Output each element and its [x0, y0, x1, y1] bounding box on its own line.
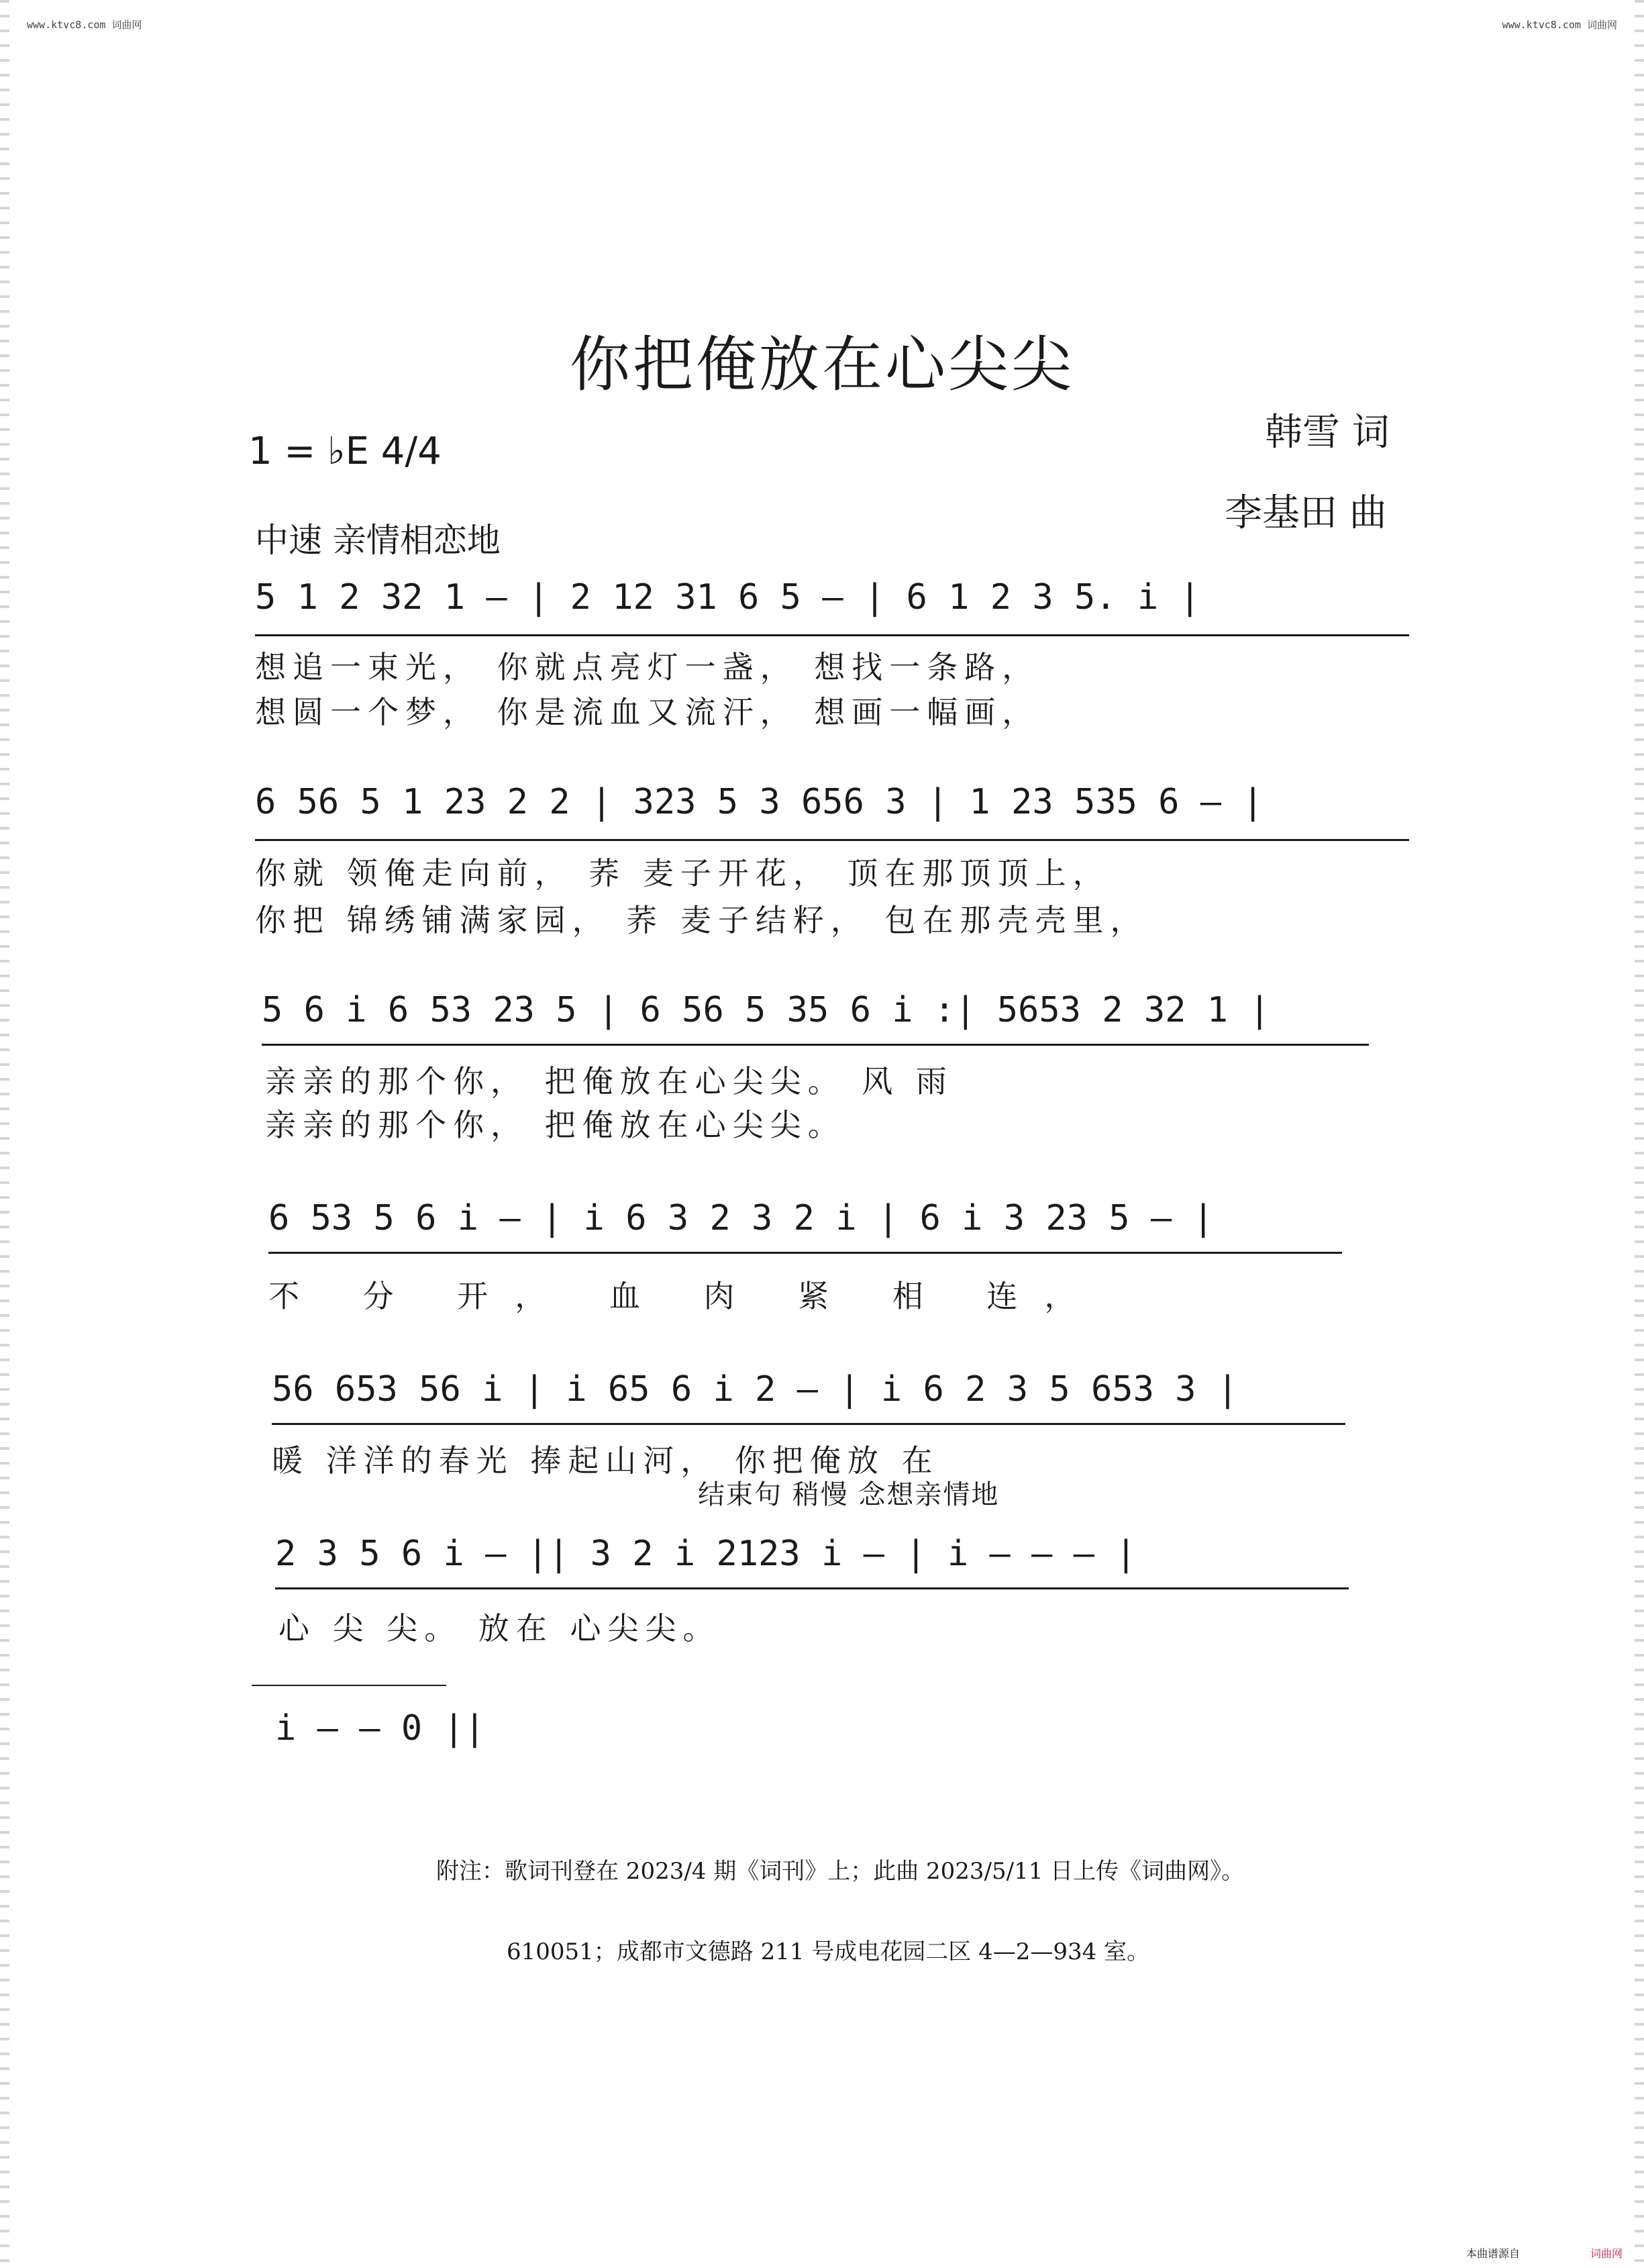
notation-line-4: 6 53 5 6 i — | i 6 3 2 3 2 i | 6 i 3 23 5 — | [268, 1198, 1214, 1238]
lyric-line-3-verse-2: 亲亲的那个你， 把俺放在心尖尖。 [265, 1107, 845, 1143]
lyric-line-1-verse-1: 想追一束光， 你就点亮灯一盏， 想找一条路， [255, 649, 1040, 685]
beam-line [275, 1587, 1349, 1589]
notation-line-5: 56 653 56 i | i 65 6 i 2 — | i 6 2 3 5 653 3 | [272, 1369, 1239, 1410]
key-signature: 1 = ♭E 4/4 [248, 430, 442, 473]
lyric-line-2-verse-1: 你就 领俺走向前， 荞 麦子开花， 顶在那顶顶上， [255, 855, 1111, 891]
notation-line-1: 5 1 2 32 1 — | 2 12 31 6 5 — | 6 1 2 3 5. i | [255, 577, 1200, 618]
lyric-line-6: 心 尖 尖。 放在 心尖尖。 [278, 1610, 721, 1646]
beam-line [262, 1044, 1369, 1046]
beam-line [268, 1252, 1342, 1254]
lyricist-credit: 韩雪 词 [1265, 411, 1390, 454]
watermark-top-right: www.ktvc8.com 词曲网 [1502, 19, 1617, 31]
source-brand: 词曲网 [1590, 2247, 1623, 2260]
source-note: 本曲谱源自 [1466, 2247, 1521, 2260]
beam-line [255, 634, 1409, 636]
notation-line-2: 6 56 5 1 23 2 2 | 323 5 3 656 3 | 1 23 535 6 — | [255, 782, 1264, 822]
footer-address: 610051；成都市文德路 211 号成电花园二区 4—2—934 室。 [507, 1938, 1150, 1965]
song-title: 你把俺放在心尖尖 [570, 330, 1074, 400]
beam-line [272, 1423, 1345, 1425]
lyric-line-2-verse-2: 你把 锦绣铺满家园， 荞 麦子结籽， 包在那壳壳里， [255, 902, 1148, 938]
beam-line [255, 839, 1409, 841]
notation-line-6: 2 3 5 6 i — || 3 2 i 2123 i — | i — — — | [275, 1534, 1137, 1574]
watermark-top-left: www.ktvc8.com 词曲网 [27, 19, 142, 31]
footer-note: 附注：歌词刊登在 2023/4 期《词刊》上；此曲 2023/5/11 日上传《词曲网》。 [436, 1858, 1245, 1885]
lyric-line-5: 暖 洋洋的春光 捧起山河， 你把俺放 在 [272, 1442, 939, 1479]
notation-line-7: i — — 0 || [275, 1708, 486, 1748]
notation-line-3: 5 6 i 6 53 23 5 | 6 56 5 35 6 i :| 5653 2 32 1 | [262, 990, 1270, 1030]
lyric-line-4-verse-1: 不 分 开， 血 肉 紧 相 连， [268, 1278, 1102, 1314]
composer-credit: 李基田 曲 [1225, 491, 1387, 535]
tie-line [252, 1685, 446, 1686]
ending-direction: 结束句 稍慢 念想亲情地 [698, 1479, 1000, 1510]
lyric-line-1-verse-2: 想圆一个梦， 你是流血又流汗， 想画一幅画， [255, 694, 1040, 730]
tempo-marking: 中速 亲情相恋地 [255, 521, 501, 560]
lyric-line-3-verse-1: 亲亲的那个你， 把俺放在心尖尖。 风 雨 [265, 1063, 954, 1099]
